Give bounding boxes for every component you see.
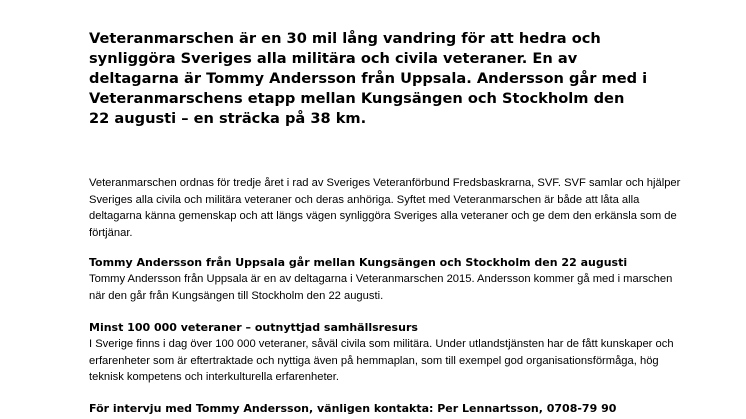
- section-paragraph: I Sverige finns i dag över 100 000 veteraner, såväl civila som militära. Under utlandstjänsten har de fått kunskaper och erfarenheter som är eftertraktade och nyttiga även på hemmaplan, som till exempel god organisationsförmåga, hög teknisk kompetens och interkulturella erfarenheter.: [89, 338, 674, 384]
- intro-section: [89, 175, 689, 241]
- section-veteraner: [89, 320, 689, 386]
- section-heading: Minst 100 000 veteraner – outnyttjad samhällsresurs: [89, 321, 418, 334]
- section-heading: Tommy Andersson från Uppsala går mellan Kungsängen och Stockholm den 22 augusti: [89, 256, 628, 269]
- section-etapp: [89, 255, 689, 304]
- contact-section: [89, 401, 689, 417]
- intro-paragraph: Veteranmarschen ordnas för tredje året i rad av Sveriges Veteranförbund Fredsbaskrarna, SVF. SVF samlar och hjälper Sveriges alla civila och militära veteraner och deras anhöriga. Syftet med Veteranmarschen är både att låta alla deltagarna känna gemenskap och att längs vägen synliggöra Sveriges alla veteraner och ge dem den erkänsla som de förtjänar.: [89, 177, 681, 239]
- section-paragraph: Tommy Andersson från Uppsala är en av deltagarna i Veteranmarschen 2015. Andersson kommer gå med i marschen när den går från Kungsängen till Stockholm den 22 augusti.: [89, 273, 673, 302]
- lead-paragraph: Veteranmarschen är en 30 mil lång vandring för att hedra och synliggöra Sveriges alla militära och civila veteraner. En av deltagarna är Tommy Andersson från Uppsala. Andersson går med i Veteranmarschens etapp mellan Kungsängen och Stockholm den 22 augusti – en sträcka på 38 km.: [89, 30, 648, 127]
- contact-heading: För intervju med Tommy Andersson, vänligen kontakta: Per Lennartsson, 0708-79 90: [89, 402, 617, 415]
